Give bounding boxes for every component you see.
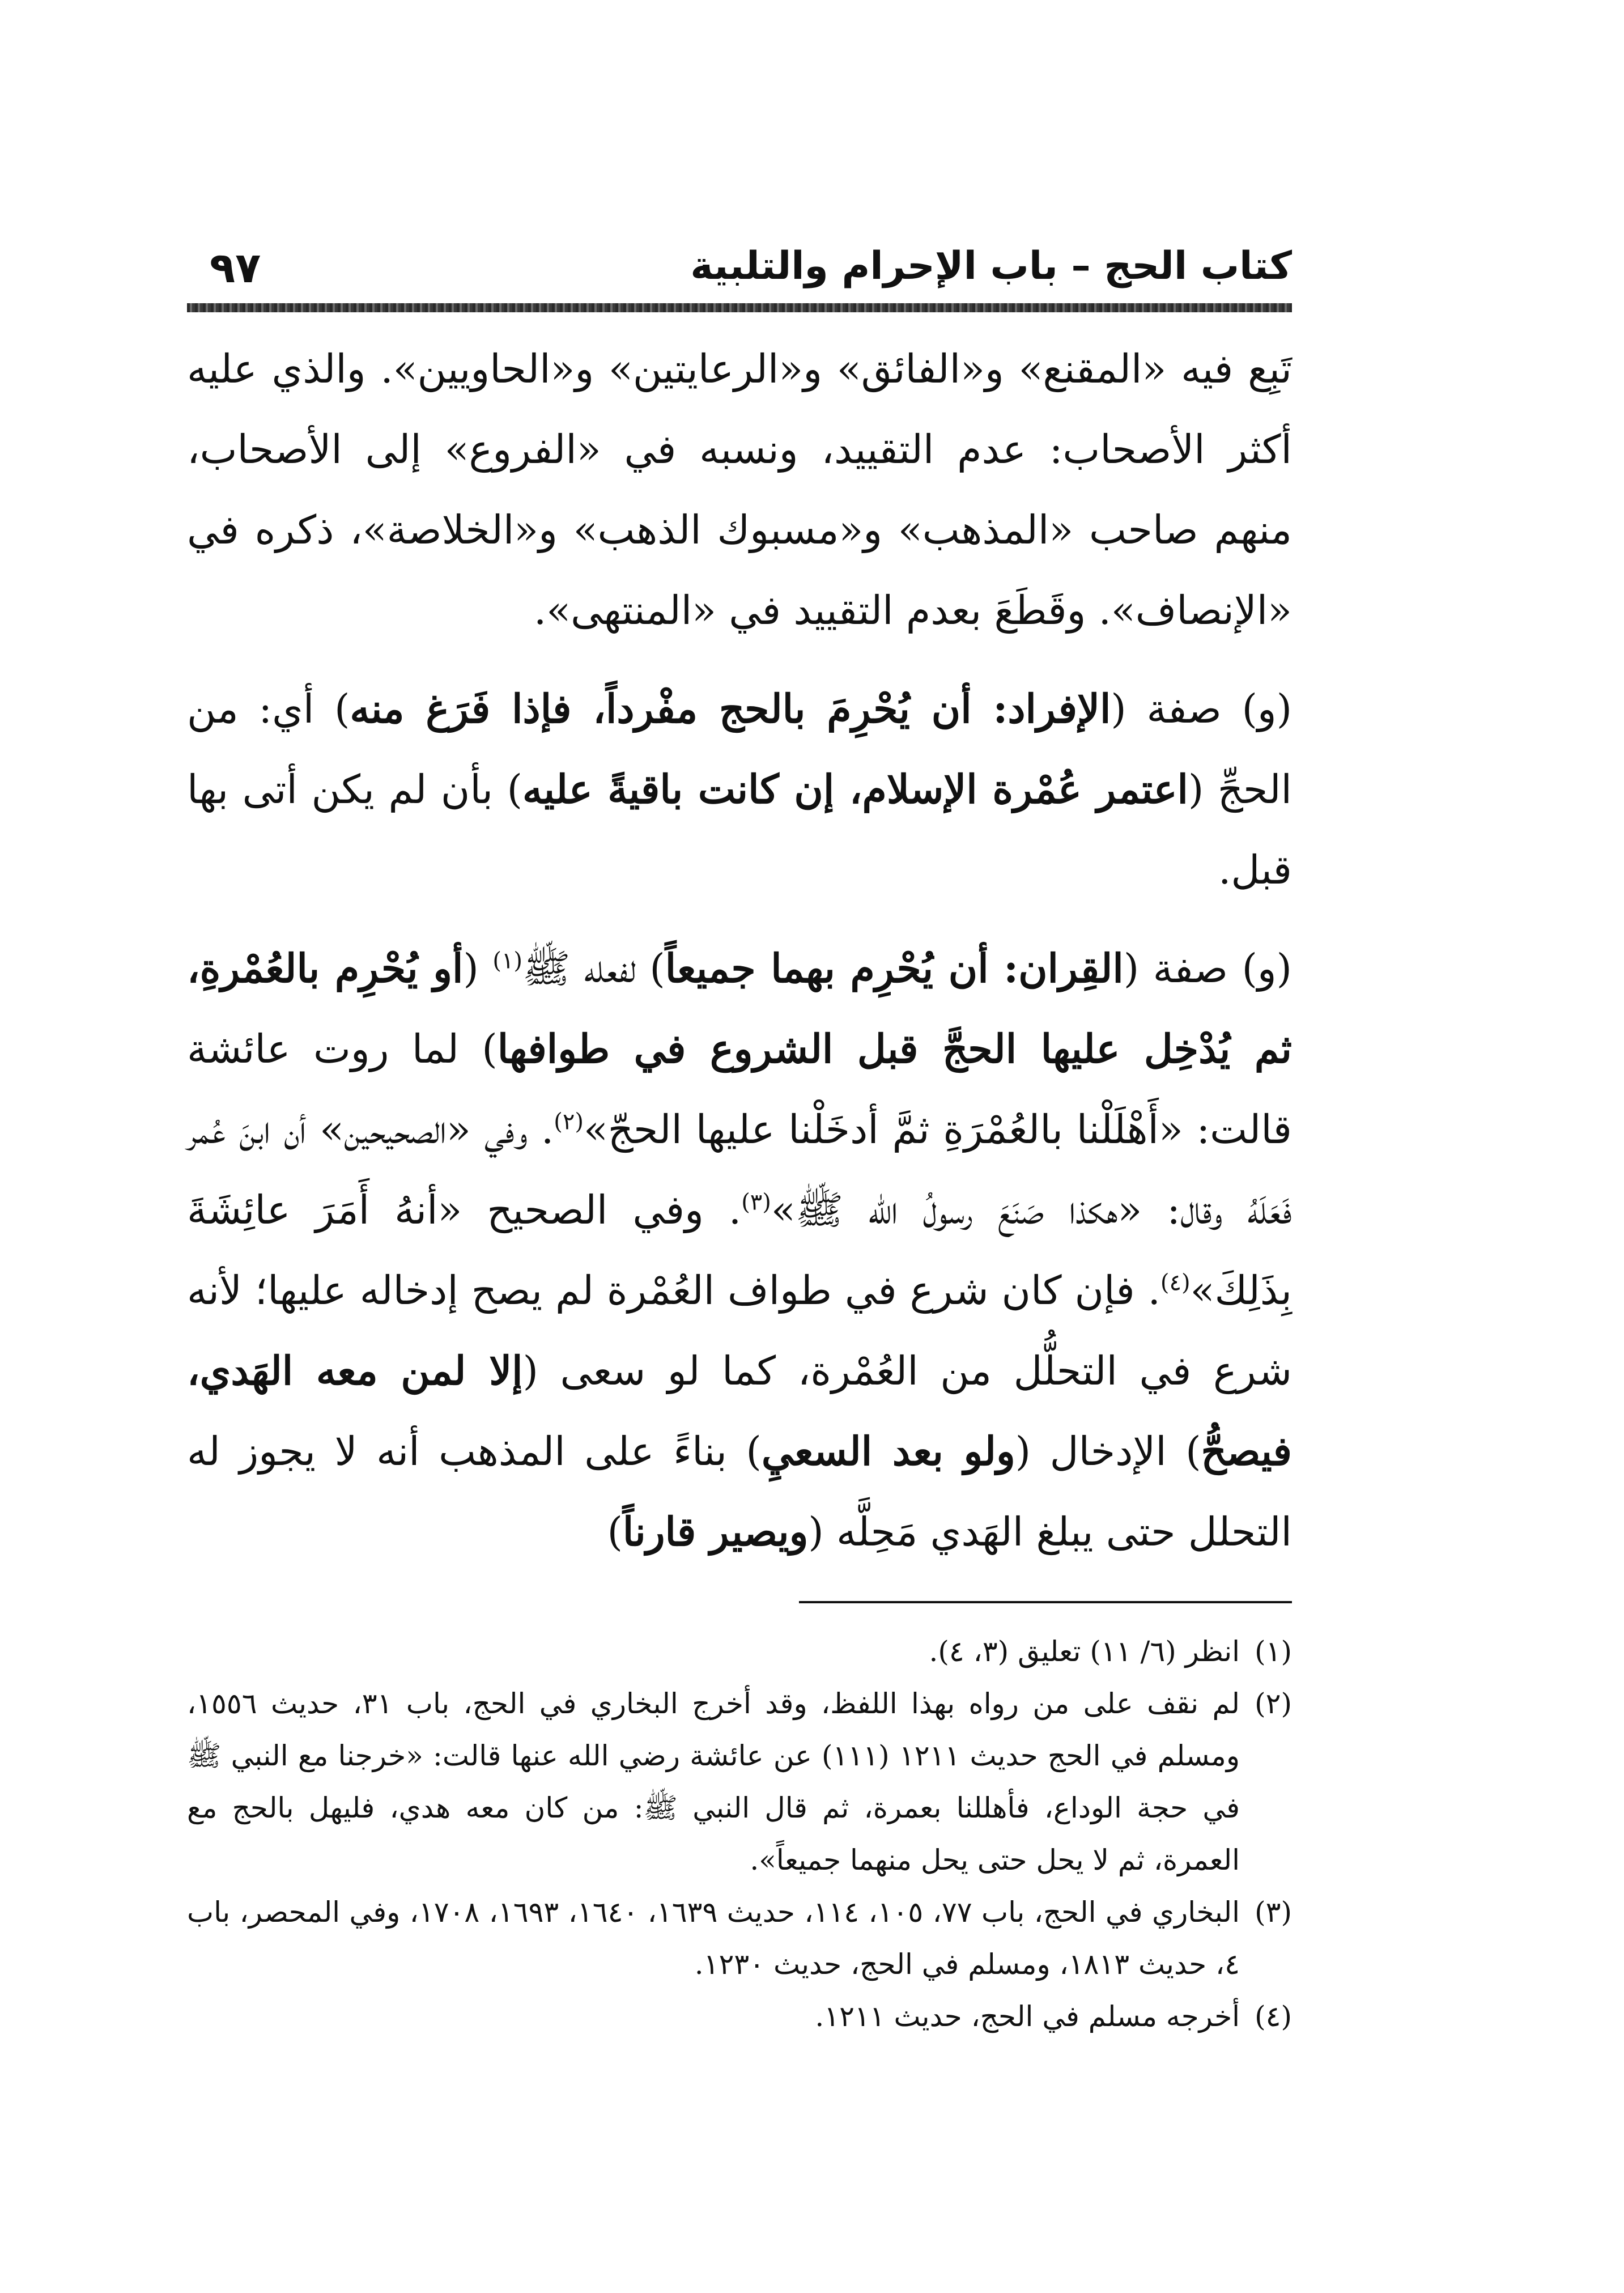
text-run: ) لفعله ﷺ (522, 945, 665, 992)
text-run: . وفي الصحيح «أنهُ أَمَرَ عائِشَةَ بِذَلِكَ» (187, 1187, 1292, 1314)
paragraph-2 (187, 669, 1292, 910)
matn-text: إلا لمن معه الهَدي، فيصحُّ (187, 1347, 1292, 1475)
footnote-ref-3: (٣) (741, 1189, 771, 1216)
text-run: ) لما روت عائشة قالت: «أَهْلَلْنا بالعُمْرَةِ ثمَّ أدخَلْنا عليها الحجّ» (187, 1026, 1293, 1153)
header-divider (187, 303, 1292, 312)
footnotes (187, 1625, 1292, 2043)
footnote-3 (187, 1886, 1292, 1990)
paragraph-3 (187, 928, 1292, 1572)
text-run: (و) صفة ( (1123, 945, 1292, 992)
paragraph-1: تَبِع فيه «المقنع» و«الفائق» و«الرعايتين» و«الحاويين». والذي عليه أكثر الأصحاب: عدم التقييد، ونسبه في «الفروع» إلى الأصحاب، منهم صاحب «المذهب» و«مسبوك الذهب» و«الخلاصة»، ذكره في «الإنصاف». وقَطَعَ بعدم التقييد في «المنتهى». (187, 346, 1292, 634)
footnote-number: (١) (1255, 1635, 1292, 1668)
text-run: (و) صفة ( (1111, 686, 1292, 732)
footnote-text: أخرجه مسلم في الحج، حديث ١٢١١. (815, 2000, 1240, 2033)
running-title: كتاب الحج – باب الإحرام والتلبية (690, 244, 1292, 288)
footnote-number: (٢) (1255, 1687, 1292, 1720)
footnote-text: انظر (٦/ ١١) تعليق (٣، ٤). (929, 1635, 1240, 1668)
footnote-ref-4: (٤) (1160, 1269, 1191, 1296)
text-run: ) أي: من الحجِّ ( (187, 686, 1292, 813)
main-text (187, 329, 1292, 1572)
matn-text: القِران: أن يُحْرِم بهما جميعاً (665, 945, 1124, 992)
footnote-text: البخاري في الحج، باب ٧٧، ١٠٥، ١١٤، حديث ١٦٣٩، ١٦٤٠، ١٦٩٣، ١٧٠٨، وفي المحصر، باب ٤، حديث ١٨١٣، ومسلم في الحج، حديث ١٢٣٠. (187, 1896, 1240, 1981)
matn-text: ويصير قارناً (622, 1508, 809, 1555)
text-run: ( (463, 945, 493, 992)
matn-text: أو يُحْرِم بالعُمْرةِ، ثم يُدْخِل عليها الحجَّ قبل الشروع في طوافها (187, 945, 1292, 1072)
page-header (187, 238, 1292, 306)
text-run: . فإن كان شرع في طواف العُمْرة لم يصح إدخاله عليها؛ لأنه شرع في التحلُّل من العُمْرة، كما لو سعى ( (187, 1267, 1292, 1394)
text-run: ) (607, 1509, 623, 1555)
matn-text: اعتمر عُمْرة الإسلام، إن كانت باقيةً عليه (522, 766, 1188, 813)
footnote-1 (187, 1625, 1292, 1678)
footnote-divider (799, 1601, 1292, 1603)
text-run: ) الإدخال ( (1015, 1428, 1201, 1475)
footnote-text: لم نقف على من رواه بهذا اللفظ، وقد أخرج البخاري في الحج، باب ٣١، حديث ١٥٥٦، ومسلم في الحج حديث ١٢١١ (١١١) عن عائشة رضي الله عنها قالت: «خرجنا مع النبي ﷺ في حجة الوداع، فأهللنا بعمرة، ثم قال النبي ﷺ: من كان معه هدي، فليهل بالحج مع العمرة، ثم لا يحل حتى يحل منهما جميعاً». (187, 1687, 1240, 1876)
footnote-number: (٤) (1255, 2000, 1292, 2033)
footnote-4 (187, 1990, 1292, 2043)
text-run: ) بناءً على المذهب أنه لا يجوز له التحلل حتى يبلغ الهَدي مَحِلَّه ( (187, 1428, 1292, 1555)
footnote-2 (187, 1678, 1292, 1886)
text-run: ) بأن لم يكن أتى بها قبل. (187, 766, 1292, 893)
footnote-ref-1: (١) (492, 948, 523, 974)
matn-text: الإفراد: أن يُحْرِمَ بالحج مفْرداً، فإذا فَرَغ منه (350, 685, 1111, 732)
footnote-ref-2: (٢) (554, 1109, 584, 1135)
page-number: ٩٧ (210, 244, 261, 292)
text-run: . وفي «الصحيحين» أن ابنَ عُمر فَعَلَهُ وقال: «هكذا صَنَعَ رسولُ الله ﷺ» (187, 1106, 1293, 1233)
matn-text: ولو بعد السعيِ (761, 1428, 1015, 1475)
footnote-number: (٣) (1255, 1896, 1292, 1929)
